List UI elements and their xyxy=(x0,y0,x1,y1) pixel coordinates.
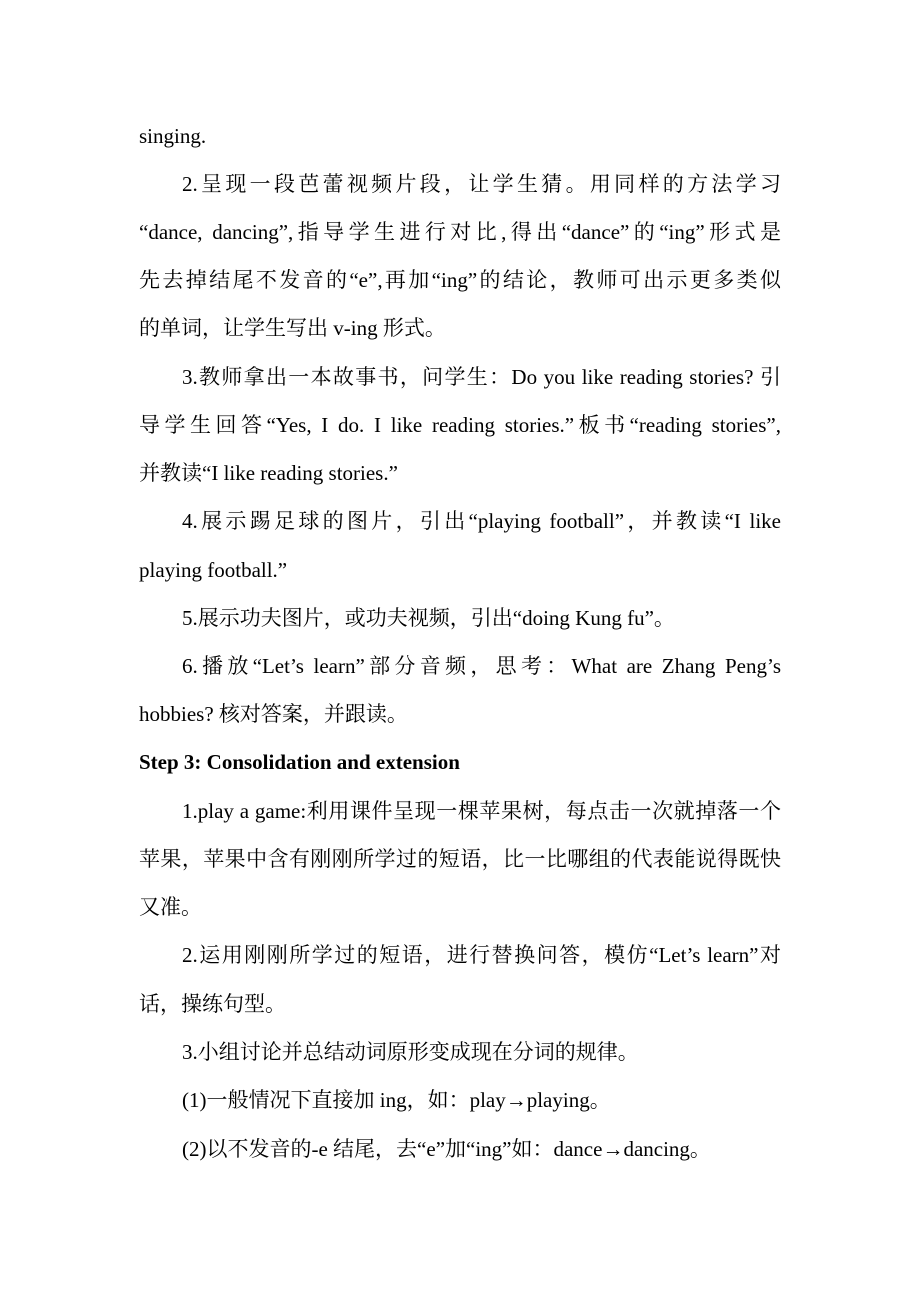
paragraph-3-line-1: 3.教师拿出一本故事书，问学生：Do you like reading stories? 引 xyxy=(182,365,781,389)
list-item-rule-2: (2)以不发音的-e 结尾，去“e”加“ing”如：dance→dancing。 xyxy=(182,1137,711,1161)
paragraph-3-line-2: 导学生回答“Yes, I do. I like reading stories.”板书“reading stories”, xyxy=(139,413,781,437)
section-heading-step-3: Step 3: Consolidation and extension xyxy=(139,750,460,774)
paragraph-7-line-2: 苹果，苹果中含有刚刚所学过的短语，比一比哪组的代表能说得既快 xyxy=(139,847,781,871)
paragraph-8-line-1: 2.运用刚刚所学过的短语，进行替换问答，模仿“Let’s learn”对 xyxy=(182,943,781,967)
paragraph-5-line-1: 5.展示功夫图片，或功夫视频，引出“doing Kung fu”。 xyxy=(182,606,675,630)
paragraph-6-line-2: hobbies? 核对答案，并跟读。 xyxy=(139,702,408,726)
paragraph-4-line-1: 4.展示踢足球的图片，引出“playing football”，并教读“I like xyxy=(182,509,781,533)
list-item-rule-1: (1)一般情况下直接加 ing，如：play→playing。 xyxy=(182,1088,611,1112)
paragraph-2-line-3: 先去掉结尾不发音的“e”,再加“ing”的结论，教师可出示更多类似 xyxy=(139,268,781,292)
text-line-1: singing. xyxy=(139,124,207,148)
paragraph-3-line-3: 并教读“I like reading stories.” xyxy=(139,461,398,485)
paragraph-2-line-2: “dance, dancing”,指导学生进行对比,得出“dance”的“ing”形式是 xyxy=(139,220,781,244)
paragraph-6-line-1: 6.播放“Let’s learn”部分音频，思考：What are Zhang Peng’s xyxy=(182,654,781,678)
paragraph-7-line-3: 又准。 xyxy=(139,895,202,919)
paragraph-8-line-2: 话，操练句型。 xyxy=(139,992,286,1016)
paragraph-9-line-1: 3.小组讨论并总结动词原形变成现在分词的规律。 xyxy=(182,1040,639,1064)
paragraph-7-line-1: 1.play a game:利用课件呈现一棵苹果树，每点击一次就掉落一个 xyxy=(182,799,781,823)
paragraph-2-line-1: 2.呈现一段芭蕾视频片段，让学生猜。用同样的方法学习 xyxy=(182,172,781,196)
paragraph-2-line-4: 的单词，让学生写出 v-ing 形式。 xyxy=(139,316,446,340)
paragraph-4-line-2: playing football.” xyxy=(139,558,288,582)
